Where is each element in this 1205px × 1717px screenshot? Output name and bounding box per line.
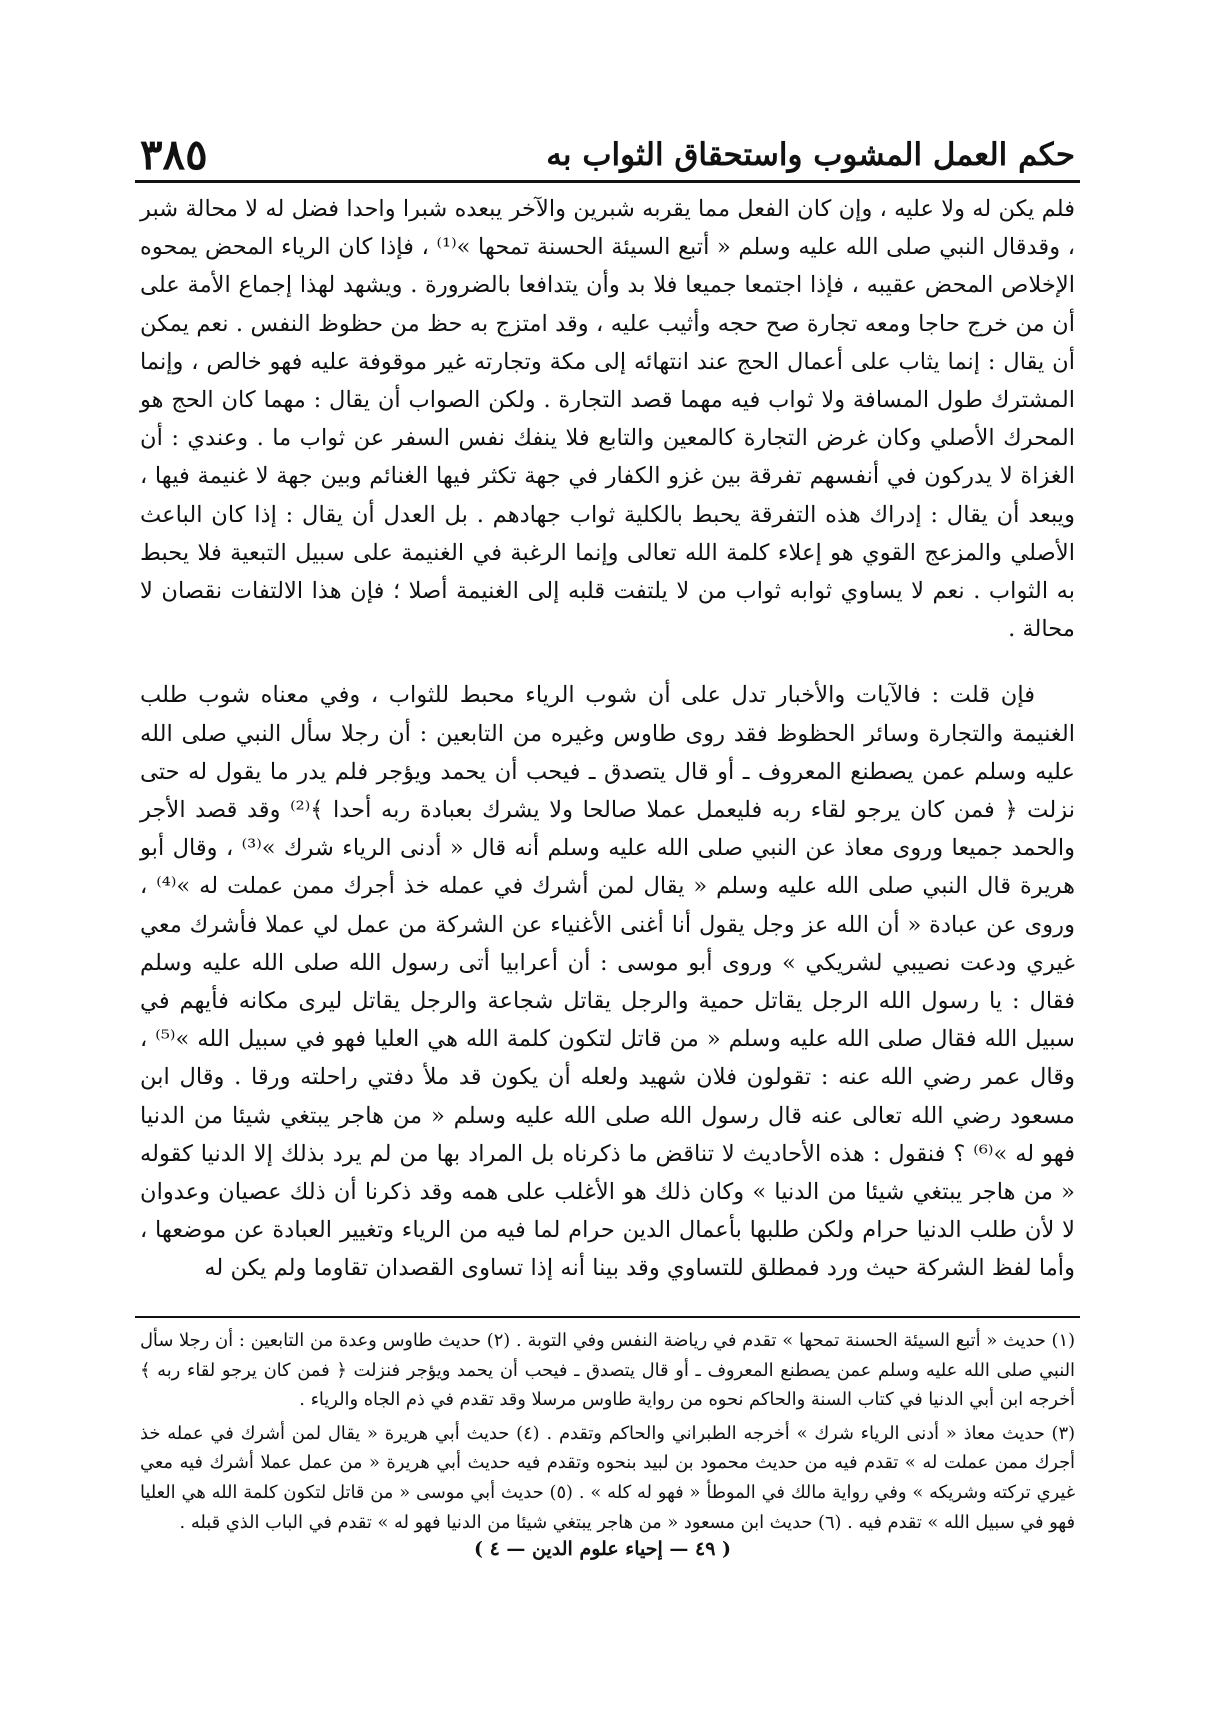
footnotes bbox=[140, 1326, 1075, 1537]
footnote-divider bbox=[135, 1316, 1080, 1318]
footnote-block: (١) حديث « أتبع السيئة الحسنة تمحها » تقدم في رياضة النفس وفي التوبة . (٢) حديث طاوس وعدة من التابعين : أن رجلا سأل النبي صلى الله عليه وسلم عمن يصطنع المعروف ـ أو قال يتصدق ـ فيحب أن يحمد ويؤجر فنزلت ﴿ فمن كان يرجو لقاء ربه ﴾ أخرجه ابن أبي الدنيا في كتاب السنة والحاكم نحوه من رواية طاوس مرسلا وقد تقدم في ذم الجاه والرياء . bbox=[140, 1330, 1075, 1411]
running-title: حكم العمل المشوب واستحقاق الثواب به bbox=[546, 137, 1075, 173]
print-signature: ( ٤٩ — إحياء علوم الدين — ٤ ) bbox=[473, 1538, 732, 1560]
page-header bbox=[140, 128, 1075, 178]
footnote-block: (٣) حديث معاذ « أدنى الرياء شرك » أخرجه الطبراني والحاكم وتقدم . (٤) حديث أبي هريرة « يقال لمن أشرك في عمله خذ أجرك ممن عملت له » تقدم فيه من حديث محمود بن لبيد بنحوه وتقدم فيه حديث أبي هريرة « من عمل عملا أشرك فيه معي غيري تركته وشريكه » وفي رواية مالك في الموطأ « فهو له كله » . (٥) حديث أبي موسى « من قاتل لتكون كلمة الله هي العليا فهو في سبيل الله » تقدم فيه . (٦) حديث ابن مسعود « من هاجر يبتغي شيئا من الدنيا فهو له » تقدم في الباب الذي قبله . bbox=[140, 1422, 1075, 1533]
paragraph: فإن قلت : فالآيات والأخبار تدل على أن شوب الرياء محبط للثواب ، وفي معناه شوب طلب الغنيمة والتجارة وسائر الحظوظ فقد روى طاوس وغيره من التابعين : أن رجلا سأل النبي صلى الله عليه وسلم عمن يصطنع المعروف ـ أو قال يتصدق ـ فيحب أن يحمد ويؤجر فلم يدر ما يقول له حتى نزلت ﴿ فمن كان يرجو لقاء ربه فليعمل عملا صالحا ولا يشرك بعبادة ربه أحدا ﴾⁽²⁾ وقد قصد الأجر والحمد جميعا وروى معاذ عن النبي صلى الله عليه وسلم أنه قال « أدنى الرياء شرك »⁽³⁾ ، وقال أبو هريرة قال النبي صلى الله عليه وسلم « يقال لمن أشرك في عمله خذ أجرك ممن عملت له »⁽⁴⁾ ، وروى عن عبادة « أن الله عز وجل يقول أنا أغنى الأغنياء عن الشركة من عمل لي عملا فأشرك معي غيري ودعت نصيبي لشريكي » وروى أبو موسى : أن أعرابيا أتى رسول الله صلى الله عليه وسلم فقال : يا رسول الله الرجل يقاتل حمية والرجل يقاتل شجاعة والرجل يقاتل ليرى مكانه فأيهم في سبيل الله فقال صلى الله عليه وسلم « من قاتل لتكون كلمة الله هي العليا فهو في سبيل الله »⁽⁵⁾ ، وقال عمر رضي الله عنه : تقولون فلان شهيد ولعله أن يكون قد ملأ دفتي راحلته ورقا . وقال ابن مسعود رضي الله تعالى عنه قال رسول الله صلى الله عليه وسلم « من هاجر يبتغي شيئا من الدنيا فهو له »⁽⁶⁾ ؟ فنقول : هذه الأحاديث لا تناقض ما ذكرناه بل المراد بها من لم يرد بذلك إلا الدنيا كقوله « من هاجر يبتغي شيئا من الدنيا » وكان ذلك هو الأغلب على همه وقد ذكرنا أن ذلك عصيان وعدوان لا لأن طلب الدنيا حرام ولكن طلبها بأعمال الدين حرام لما فيه من الرياء وتغيير العبادة عن موضعها ، وأما لفظ الشركة حيث ورد فمطلق للتساوي وقد بينا أنه إذا تساوى القصدان تقاوما ولم يكن له bbox=[140, 682, 1076, 1282]
header-divider bbox=[135, 180, 1080, 183]
paragraph: فلم يكن له ولا عليه ، وإن كان الفعل مما يقربه شبرين والآخر يبعده شبرا واحدا فضل له لا محالة شبر ، وقدقال النبي صلى الله عليه وسلم « أتبع السيئة الحسنة تمحها »⁽¹⁾ ، فإذا كان الرياء المحض يمحوه الإخلاص المحض عقيبه ، فإذا اجتمعا جميعا فلا بد وأن يتدافعا بالضرورة . ويشهد لهذا إجماع الأمة على أن من خرج حاجا ومعه تجارة صح حجه وأثيب عليه ، وقد امتزج به حظ من حظوظ النفس . نعم يمكن أن يقال : إنما يثاب على أعمال الحج عند انتهائه إلى مكة وتجارته غير موقوفة عليه فهو خالص ، وإنما المشترك طول المسافة ولا ثواب فيه مهما قصد التجارة . ولكن الصواب أن يقال : مهما كان الحج هو المحرك الأصلي وكان غرض التجارة كالمعين والتابع فلا ينفك نفس السفر عن ثواب ما . وعندي : أن الغزاة لا يدركون في أنفسهم تفرقة بين غزو الكفار في جهة تكثر فيها الغنائم وبين جهة لا غنيمة فيها ، ويبعد أن يقال : إدراك هذه التفرقة يحبط بالكلية ثواب جهادهم . بل العدل أن يقال : إذا كان الباعث الأصلي والمزعج القوي هو إعلاء كلمة الله تعالى وإنما الرغبة في الغنيمة على سبيل التبعية فلا يحبط به الثواب . نعم لا يساوي ثوابه ثواب من لا يلتفت قلبه إلى الغنيمة أصلا ؛ فإن هذا الالتفات نقصان لا محالة . bbox=[140, 196, 1076, 643]
main-text bbox=[140, 190, 1075, 1288]
page-number: ٣٨٥ bbox=[140, 130, 208, 179]
